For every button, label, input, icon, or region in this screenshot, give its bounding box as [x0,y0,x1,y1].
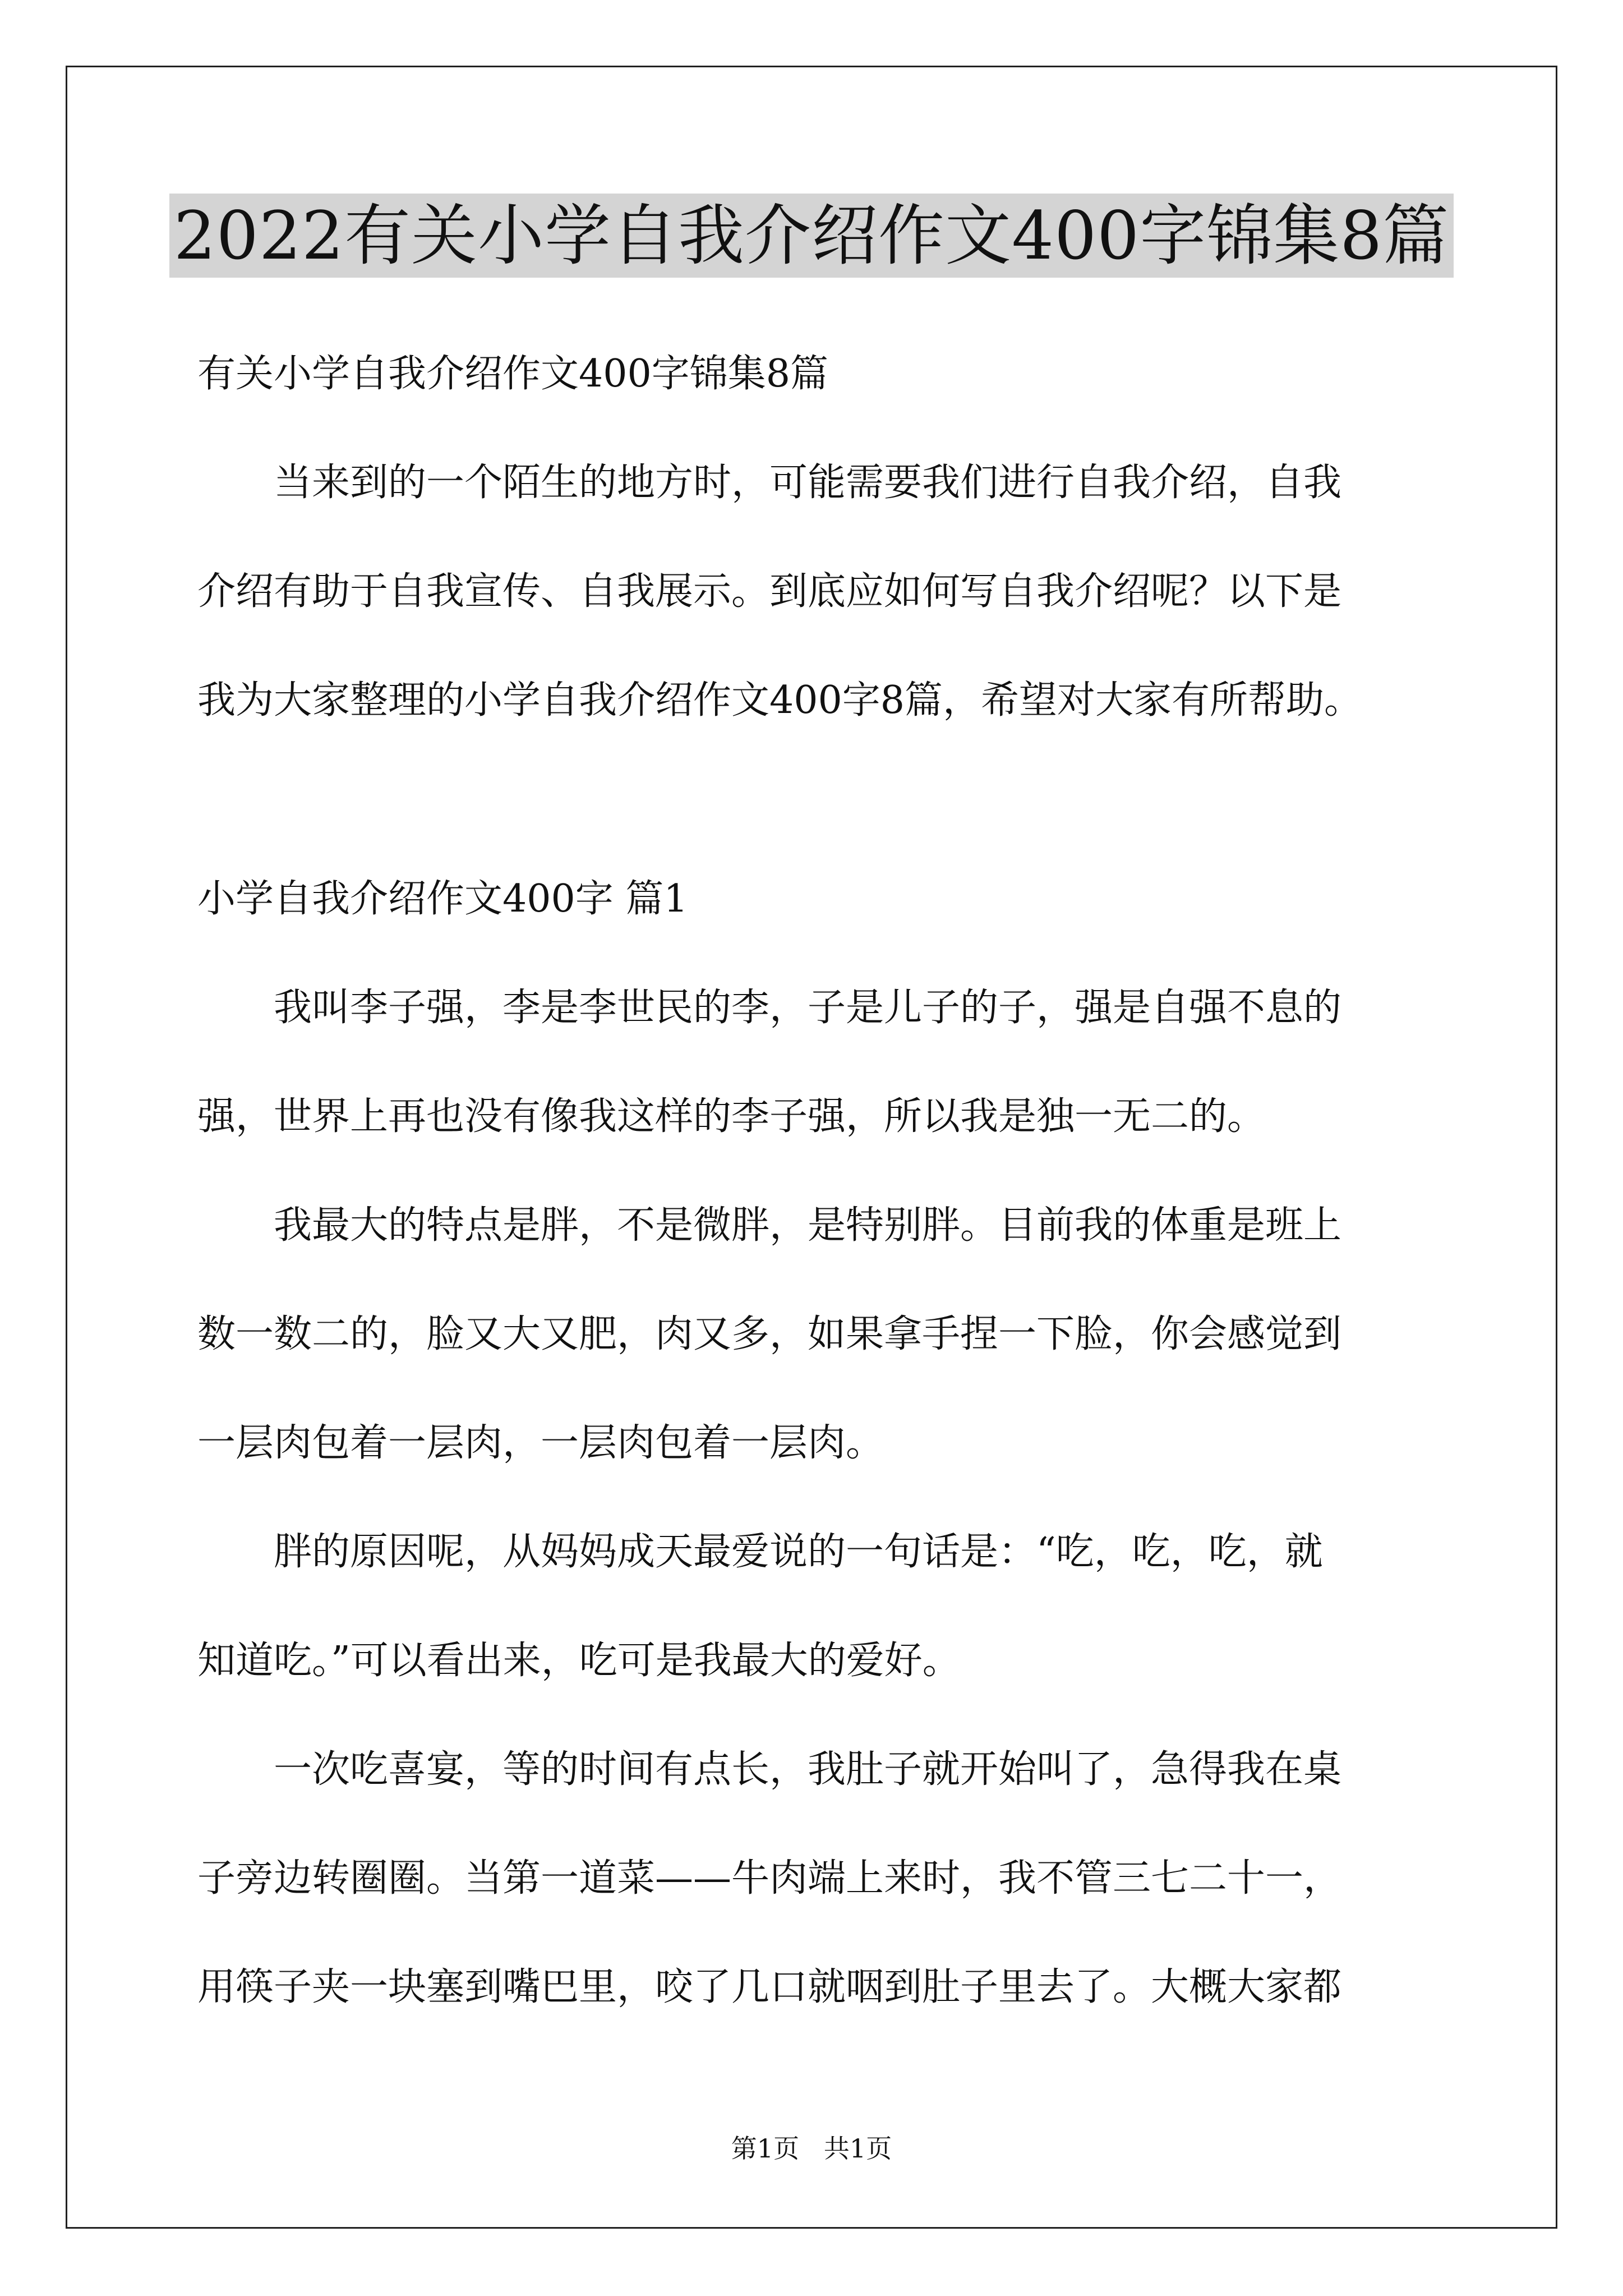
paragraph-line: 介绍有助于自我宣传、自我展示。到底应如何写自我介绍呢？以下是 [197,569,1342,614]
section-heading: 小学自我介绍作文400字 篇1 [197,877,688,921]
paragraph-line: 子旁边转圈圈。当第一道菜——牛肉端上来时，我不管三七二十一， [197,1856,1342,1901]
page-footer: 第1页 共1页 [731,2133,892,2164]
paragraph-line: 我叫李子强，李是李世民的李，子是儿子的子，强是自强不息的 [274,986,1342,1030]
subtitle-line: 有关小学自我介绍作文400字锦集8篇 [197,352,829,396]
paragraph-line: 胖的原因呢，从妈妈成天最爱说的一句话是：“吃，吃，吃，就 [274,1530,1323,1574]
paragraph-line: 数一数二的，脸又大又肥，肉又多，如果拿手捏一下脸，你会感觉到 [197,1312,1342,1356]
paragraph-line: 一层肉包着一层肉，一层肉包着一层肉。 [197,1421,884,1465]
paragraph-line: 一次吃喜宴，等的时间有点长，我肚子就开始叫了，急得我在桌 [274,1747,1342,1792]
paragraph-line: 我为大家整理的小学自我介绍作文400字8篇，希望对大家有所帮助。 [197,678,1363,723]
paragraph-line: 我最大的特点是胖，不是微胖，是特别胖。目前我的体重是班上 [274,1203,1342,1248]
paragraph-line: 强，世界上再也没有像我这样的李子强，所以我是独一无二的。 [197,1094,1266,1139]
paragraph-line: 知道吃。”可以看出来，吃可是我最大的爱好。 [197,1639,961,1683]
document-title-text: 2022有关小学自我介绍作文400字锦集8篇 [169,194,1454,278]
document-title [0,194,1623,278]
paragraph-line: 当来到的一个陌生的地方时，可能需要我们进行自我介绍，自我 [274,461,1342,505]
document-body [197,320,1431,2042]
paragraph-line: 用筷子夹一块塞到嘴巴里，咬了几口就咽到肚子里去了。大概大家都 [197,1965,1342,2009]
